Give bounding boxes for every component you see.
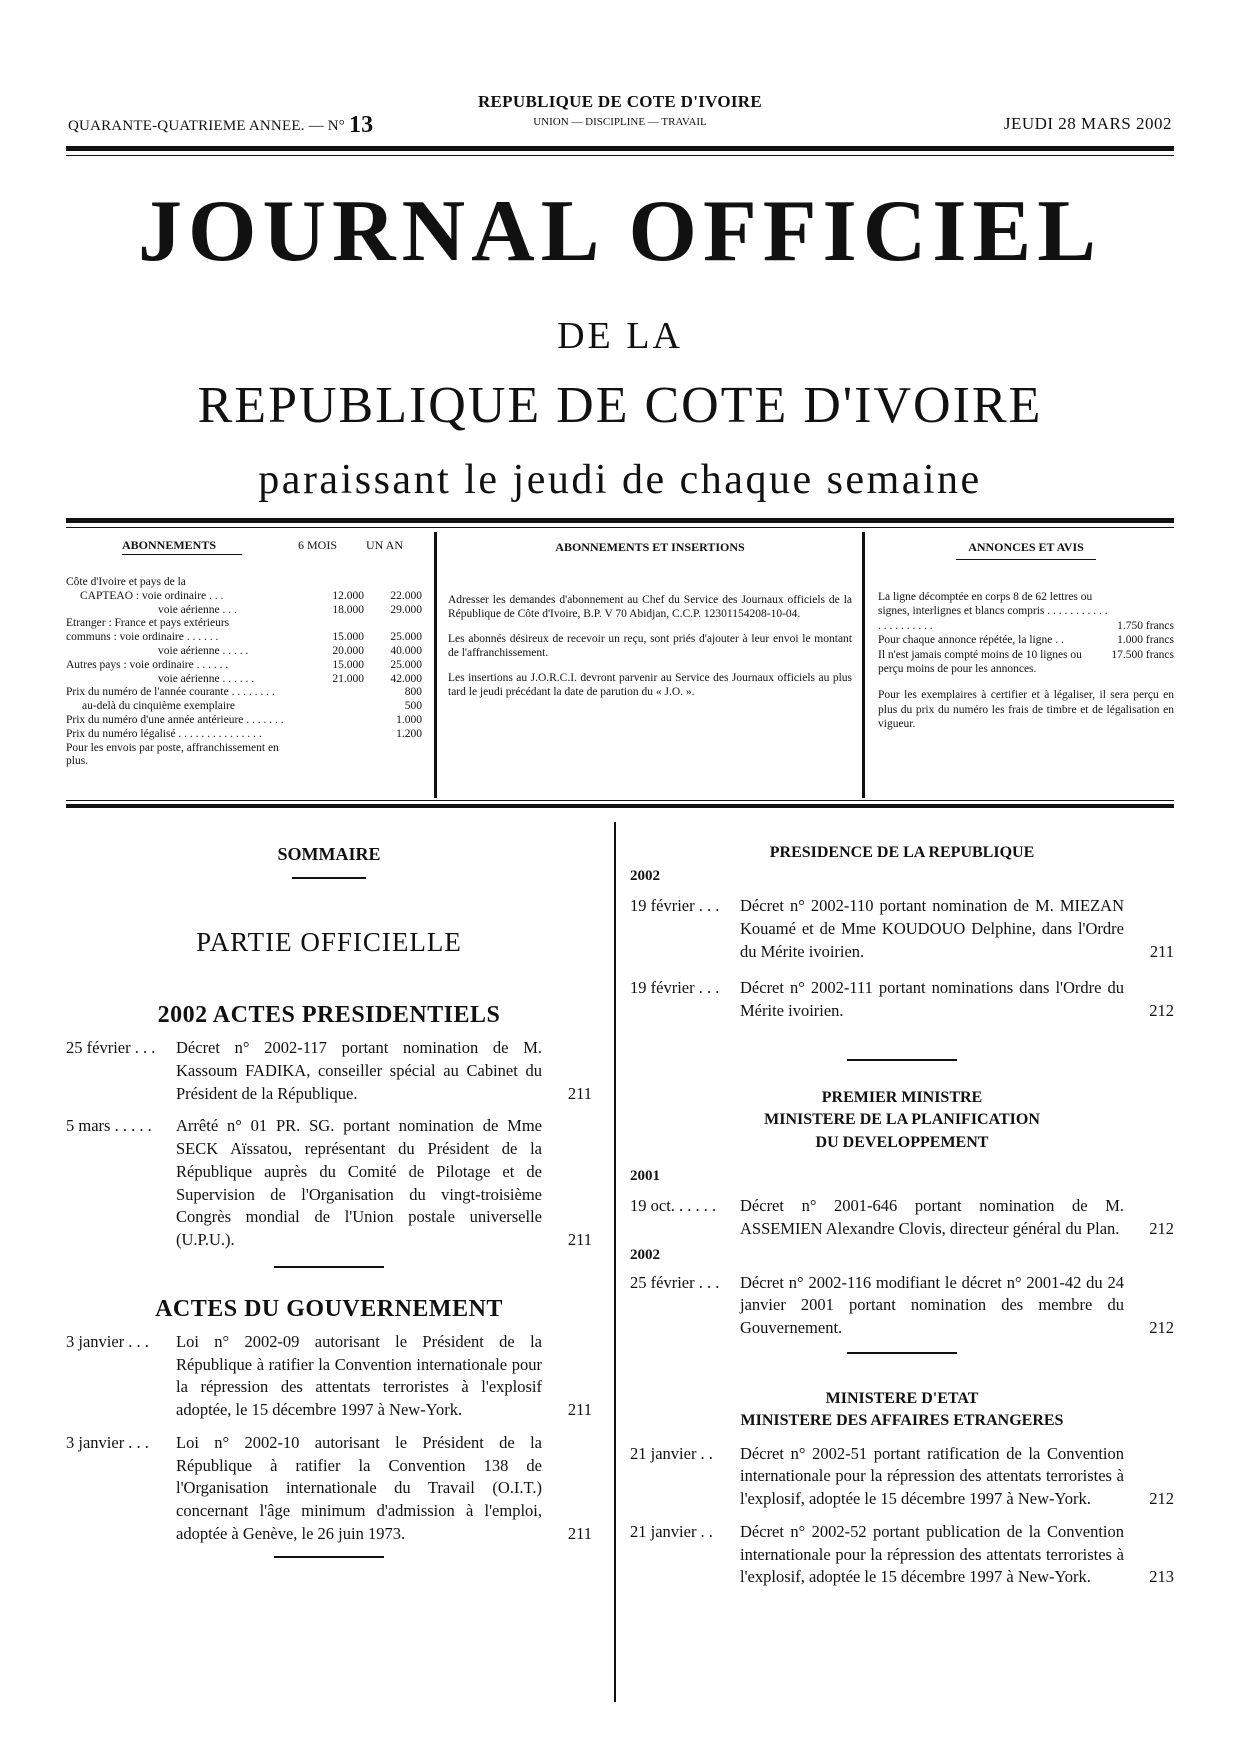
sommaire-entry bbox=[66, 1115, 592, 1252]
section-rule-2 bbox=[274, 1556, 384, 1558]
annonces-minimum bbox=[878, 648, 1174, 677]
subscription-label: voie aérienne . . . bbox=[158, 603, 237, 616]
sommaire-entry bbox=[66, 1331, 592, 1422]
premier-ministre-line3: DU DEVELOPPEMENT bbox=[815, 1133, 989, 1151]
actes-gouvernement-heading: ACTES DU GOUVERNEMENT bbox=[155, 1295, 503, 1322]
actes-presidentiels-heading: 2002 ACTES PRESIDENTIELS bbox=[157, 1002, 501, 1028]
sommaire-entry bbox=[66, 1432, 592, 1546]
subscription-6mois-price bbox=[306, 576, 364, 590]
subscription-row bbox=[66, 714, 422, 728]
sommaire-entry bbox=[630, 1195, 1174, 1241]
affaires-etrangeres-line1: MINISTERE D'ETAT bbox=[825, 1389, 979, 1407]
subscription-row bbox=[66, 604, 422, 618]
entry-text: Loi n° 2002-09 autorisant le Président de la République à ratifier la Convention internationale pour la répression des attentats terroristes à l'explosif adoptée, le 15 décembre 1997 à New-York. bbox=[176, 1331, 542, 1420]
subscription-row bbox=[66, 631, 422, 645]
subscription-1an-price: 1.000 bbox=[396, 713, 422, 726]
sommaire-underline bbox=[292, 877, 366, 879]
subscriptions-heading: ABONNEMENTS bbox=[122, 538, 217, 552]
box-bottom-rule-thin bbox=[66, 800, 1174, 801]
subscription-1an-price: 42.000 bbox=[390, 672, 422, 685]
sommaire-entry bbox=[630, 895, 1174, 963]
box-separator-1 bbox=[434, 532, 437, 798]
subscription-row bbox=[66, 645, 422, 659]
republic-motto: UNION — DISCIPLINE — TRAVAIL bbox=[533, 116, 707, 128]
subscription-1an-price: 40.000 bbox=[390, 644, 422, 657]
sommaire-entry bbox=[630, 977, 1174, 1023]
sommaire-entry bbox=[66, 1037, 592, 1105]
entry-text: Décret n° 2002-117 portant nomination de M. Kassoum FADIKA, conseiller spécial au Cabinet du Président de la République. bbox=[176, 1038, 542, 1103]
issue-number: 13 bbox=[348, 112, 374, 138]
subscription-1an-price bbox=[364, 742, 422, 770]
entry-text: Décret n° 2002-116 modifiant le décret n° 2001-42 du 24 janvier 2001 portant nomination des membre du Gouvernement. bbox=[740, 1272, 1124, 1338]
entry-text: Décret n° 2002-111 portant nominations dans l'Ordre du Mérite ivoirien. bbox=[740, 978, 1124, 1021]
insertions-column bbox=[448, 530, 852, 800]
entry-date: 3 janvier . . . bbox=[66, 1432, 149, 1452]
insertions-paragraph-deadline: Les insertions au J.O.R.C.I. devront parvenir au Service des Journaux officiels au plus tard le jeudi précédant la date de parution du « J.O. ». bbox=[448, 671, 852, 698]
actes-gouvernement-entries bbox=[66, 1331, 592, 1546]
subscription-6mois-price bbox=[306, 617, 364, 631]
subscription-6mois-price bbox=[306, 686, 364, 700]
presidence-year: 2002 bbox=[630, 868, 660, 884]
issue-date: JEUDI 28 MARS 2002 bbox=[1003, 114, 1172, 133]
entry-page-number: 211 bbox=[567, 1400, 592, 1420]
planification-year-2001: 2001 bbox=[630, 1168, 660, 1184]
annonces-column bbox=[878, 530, 1174, 800]
subscription-1an-price: 29.000 bbox=[390, 603, 422, 616]
subscription-row bbox=[66, 742, 422, 770]
insertions-heading: ABONNEMENTS ET INSERTIONS bbox=[555, 540, 745, 554]
annonces-repeat-rate-price: 1.000 francs bbox=[1117, 634, 1174, 647]
subscription-1an-price: 800 bbox=[404, 686, 422, 699]
subscription-6mois-price bbox=[306, 728, 364, 742]
entry-text: Décret n° 2002-52 portant publication de la Convention internationale pour la répression des attentats terroristes à l'explosif, adoptée le 15 décembre 1997 à New-York. bbox=[740, 1521, 1124, 1587]
sommaire-entry bbox=[630, 1272, 1174, 1340]
annonces-heading: ANNONCES ET AVIS bbox=[968, 540, 1084, 554]
subscription-row bbox=[66, 617, 422, 631]
sommaire-right-column bbox=[630, 830, 1174, 1589]
entry-page-number: 211 bbox=[567, 1083, 592, 1103]
annonces-repeat-rate-text: Pour chaque annonce répétée, la ligne . . bbox=[878, 634, 1064, 647]
subscription-row bbox=[66, 700, 422, 714]
section-rule-4 bbox=[847, 1352, 957, 1354]
subscription-row bbox=[66, 673, 422, 687]
subscription-6mois-price: 18.000 bbox=[332, 603, 364, 616]
planification-entries-2002 bbox=[630, 1272, 1174, 1340]
subscription-label: Côte d'Ivoire et pays de la bbox=[66, 576, 186, 588]
sommaire-heading: SOMMAIRE bbox=[277, 844, 381, 864]
annonces-line-rate bbox=[878, 590, 1174, 633]
entry-date: 21 janvier . . bbox=[630, 1443, 713, 1463]
subscription-6mois-price: 12.000 bbox=[332, 589, 364, 602]
entry-date: 3 janvier . . . bbox=[66, 1331, 149, 1351]
entry-page-number: 212 bbox=[1149, 1218, 1174, 1238]
entry-page-number: 211 bbox=[567, 1524, 592, 1544]
subscriptions-table bbox=[66, 576, 422, 769]
subscription-1an-price: 1.200 bbox=[396, 727, 422, 740]
affaires-etrangeres-entries bbox=[630, 1443, 1174, 1590]
header-rule-thick bbox=[66, 146, 1174, 151]
subscription-1an-price: 500 bbox=[404, 700, 422, 713]
annonces-certification: Pour les exemplaires à certifier et à légaliser, il sera perçu en plus du prix du numéro les frais de timbre et de légalisation en vigueur. bbox=[878, 689, 1174, 730]
subscription-label: Etranger : France et pays extérieurs bbox=[66, 617, 230, 630]
entry-date: 19 février . . . bbox=[630, 896, 720, 915]
annonces-heading-underline bbox=[956, 559, 1096, 560]
affaires-etrangeres-line2: MINISTERE DES AFFAIRES ETRANGERES bbox=[740, 1412, 1064, 1430]
sommaire-left-column bbox=[66, 830, 592, 1558]
subscription-label: au-delà du cinquième exemplaire bbox=[82, 700, 235, 713]
section-rule-1 bbox=[274, 1266, 384, 1268]
subscriptions-column bbox=[66, 530, 422, 800]
annonces-repeat-rate bbox=[878, 633, 1174, 647]
subscription-label: communs : voie ordinaire . . . . . . bbox=[66, 631, 219, 644]
subscription-6mois-price: 21.000 bbox=[332, 672, 364, 685]
entry-date: 5 mars . . . . . bbox=[66, 1116, 152, 1136]
issue-label bbox=[68, 112, 373, 139]
entry-text: Décret n° 2002-51 portant ratification de la Convention internationale pour la répression des attentats terroristes à l'explosif, adoptée le 15 décembre 1997 à New-York. bbox=[740, 1443, 1124, 1509]
subscription-label: Autres pays : voie ordinaire . . . . . . bbox=[66, 658, 229, 671]
annonces-minimum-text: Il n'est jamais compté moins de 10 lignes ou perçu moins de pour les annonces. bbox=[878, 648, 1082, 675]
subscription-label: Pour les envois par poste, affranchissement en plus. bbox=[66, 741, 279, 768]
subscription-1an-price bbox=[364, 576, 422, 590]
presidence-entries bbox=[630, 895, 1174, 1023]
year-label: QUARANTE-QUATRIEME ANNEE. — N° bbox=[68, 118, 345, 134]
masthead-de-la: DE LA bbox=[557, 315, 683, 357]
entry-text: Loi n° 2002-10 autorisant le Président de la République à ratifier la Convention 138 de l'Organisation internationale du Travail (O.I.T.) concernant l'âge minimum d'admission à l'emploi, adoptée à Genève, le 26 juin 1973. bbox=[176, 1432, 542, 1544]
header-rule-thin bbox=[66, 155, 1174, 156]
subscription-row bbox=[66, 686, 422, 700]
entry-text: Décret n° 2001-646 portant nomination de M. ASSEMIEN Alexandre Clovis, directeur général du Plan. bbox=[740, 1196, 1124, 1238]
entry-date: 21 janvier . . bbox=[630, 1521, 713, 1541]
subscription-row bbox=[66, 659, 422, 673]
sommaire-entry bbox=[630, 1521, 1174, 1589]
premier-ministre-line2: MINISTERE DE LA PLANIFICATION bbox=[764, 1111, 1040, 1129]
subscription-1an-price: 25.000 bbox=[390, 631, 422, 644]
entry-text: Décret n° 2002-110 portant nomination de M. MIEZAN Kouamé et de Mme KOUDOUO Delphine, dans l'Ordre du Mérite ivoirien. bbox=[740, 896, 1124, 961]
entry-date: 19 oct. . . . . . bbox=[630, 1196, 717, 1215]
subscription-6mois-price: 20.000 bbox=[332, 644, 364, 657]
subscription-row bbox=[66, 728, 422, 742]
subscription-box bbox=[66, 530, 1174, 800]
insertions-paragraph-receipt: Les abonnés désireux de recevoir un reçu, sont priés d'ajouter à leur envoi le montant de l'affranchissement. bbox=[448, 632, 852, 660]
entry-date: 19 février . . . bbox=[630, 978, 720, 998]
box-bottom-rule-thick bbox=[66, 804, 1174, 808]
subscription-6mois-price: 15.000 bbox=[332, 658, 364, 671]
entry-page-number: 211 bbox=[567, 1230, 592, 1250]
entry-page-number: 211 bbox=[1149, 941, 1174, 961]
subscription-1an-price bbox=[364, 617, 422, 631]
entry-page-number: 212 bbox=[1149, 1318, 1174, 1338]
entry-date: 25 février . . . bbox=[66, 1038, 156, 1057]
box-top-rule-thin bbox=[66, 527, 1174, 528]
republic-header bbox=[400, 92, 840, 128]
planification-year-2002: 2002 bbox=[630, 1246, 660, 1263]
annonces-text bbox=[878, 590, 1174, 731]
entry-page-number: 213 bbox=[1149, 1567, 1174, 1587]
annonces-line-rate-text: La ligne décomptée en corps 8 de 62 lettres ou signes, interlignes et blancs compris . . . . . . . . . . . . . . . . . . . . . bbox=[878, 591, 1108, 632]
subscription-6mois-price bbox=[306, 742, 364, 770]
subscription-6mois-price bbox=[306, 700, 364, 714]
subscription-row bbox=[66, 590, 422, 604]
annonces-line-rate-price: 1.750 francs bbox=[1117, 619, 1174, 632]
section-rule-3 bbox=[847, 1059, 957, 1061]
premier-ministre-line1: PREMIER MINISTRE bbox=[821, 1088, 983, 1106]
subscription-label: voie aérienne . . . . . . bbox=[158, 672, 255, 685]
entry-text: Arrêté n° 01 PR. SG. portant nomination de Mme SECK Aïssatou, représentant du Président de la République auprès du Comité de Pilotage et de Supervision de l'Organisation du vingt-troisième Congrès mondial de l'Union postale universelle (U.P.U.). bbox=[176, 1116, 542, 1250]
premier-ministre-heading bbox=[630, 1087, 1174, 1154]
planification-entries-2001 bbox=[630, 1195, 1174, 1241]
col-6mois: 6 MOIS bbox=[298, 538, 338, 552]
annonces-minimum-price: 17.500 francs bbox=[1111, 648, 1174, 661]
affaires-etrangeres-heading bbox=[630, 1388, 1174, 1433]
partie-officielle-heading: PARTIE OFFICIELLE bbox=[196, 927, 462, 957]
actes-presidentiels-entries bbox=[66, 1037, 592, 1252]
subscription-row bbox=[66, 576, 422, 590]
sommaire-entry bbox=[630, 1443, 1174, 1511]
insertions-text bbox=[448, 593, 852, 699]
presidence-heading: PRESIDENCE DE LA REPUBLIQUE bbox=[769, 844, 1035, 861]
insertions-paragraph-address: Adresser les demandes d'abonnement au Chef du Service des Journaux officiels de la République de Côte d'Ivoire, B.P. V 70 Abidjan, C.C.P. 12301154208-10-04. bbox=[448, 594, 852, 621]
masthead-frequency: paraissant le jeudi de chaque semaine bbox=[258, 457, 982, 503]
subscription-6mois-price: 15.000 bbox=[332, 631, 364, 644]
col-1an: UN AN bbox=[366, 538, 404, 552]
entry-page-number: 212 bbox=[1149, 1001, 1174, 1021]
subscription-label: CAPTEAO : voie ordinaire . . . bbox=[80, 589, 224, 602]
masthead-republic: REPUBLIQUE DE COTE D'IVOIRE bbox=[197, 377, 1043, 434]
entry-date: 25 février . . . bbox=[630, 1272, 720, 1292]
masthead-title: JOURNAL OFFICIEL bbox=[138, 183, 1102, 280]
subscription-label: voie aérienne . . . . . bbox=[158, 644, 249, 657]
subscription-label: Prix du numéro de l'année courante . . . . . . . . bbox=[66, 686, 275, 699]
subscription-label: Prix du numéro légalisé . . . . . . . . . . . . . . . bbox=[66, 727, 262, 740]
column-divider bbox=[614, 822, 616, 1702]
subscription-1an-price: 22.000 bbox=[390, 589, 422, 602]
subscription-1an-price: 25.000 bbox=[390, 658, 422, 671]
box-separator-2 bbox=[862, 532, 865, 798]
subscription-6mois-price bbox=[306, 714, 364, 728]
republic-name: REPUBLIQUE DE COTE D'IVOIRE bbox=[477, 92, 763, 111]
box-top-rule-thick bbox=[66, 518, 1174, 523]
subscriptions-heading-underline bbox=[122, 554, 242, 555]
entry-page-number: 212 bbox=[1149, 1489, 1174, 1509]
subscription-label: Prix du numéro d'une année antérieure . . . . . . . bbox=[66, 713, 284, 726]
